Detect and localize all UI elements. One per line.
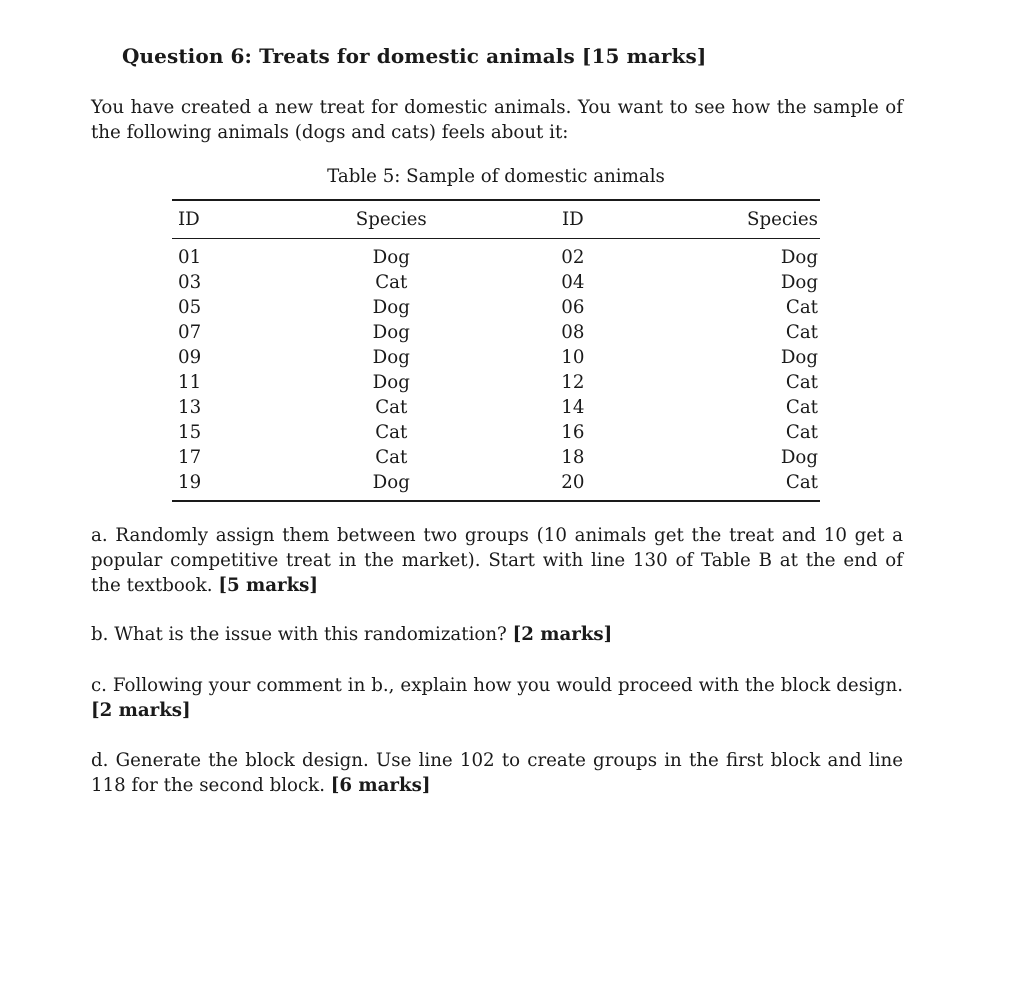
part-a [91,523,903,598]
cell-species: Cat [785,397,818,418]
cell-id: 14 [561,397,585,418]
cell-species: Dog [372,472,410,493]
cell-species: Cat [785,372,818,393]
part-b [91,622,903,647]
table-row [172,395,820,420]
header-id-1: ID [178,209,200,230]
cell-species: Dog [372,347,410,368]
table-caption: Table 5: Sample of domestic animals [327,166,665,187]
part-d [91,748,903,798]
cell-species: Dog [780,247,818,268]
cell-species: Cat [375,447,408,468]
cell-id: 02 [561,247,585,268]
table-row [172,270,820,295]
cell-species: Dog [780,447,818,468]
cell-species: Cat [785,472,818,493]
table-row [172,445,820,470]
cell-id: 16 [561,422,585,443]
table-row [172,295,820,320]
table-row [172,420,820,445]
cell-species: Dog [372,247,410,268]
cell-species: Cat [785,422,818,443]
header-id-2: ID [561,209,584,230]
cell-id: 05 [178,297,202,318]
cell-id: 06 [561,297,585,318]
part-c [91,673,903,723]
cell-id: 07 [178,322,202,343]
cell-species: Cat [375,422,408,443]
question-intro: You have created a new treat for domestic animals. You want to see how the sample of the following animals (dogs and cats) feels about it: [91,97,903,143]
cell-species: Dog [372,372,410,393]
cell-id: 10 [561,347,585,368]
cell-id: 20 [561,472,585,493]
cell-species: Dog [780,272,818,293]
part-a-text: a. Randomly assign them between two groups (10 animals get the treat and 10 get a popular competitive treat in the market). Start with line 130 of Table B at the end of the textbook. [91,525,903,596]
cell-id: 11 [178,372,202,393]
part-b-text: b. What is the issue with this randomization? [91,624,507,645]
cell-id: 18 [561,447,585,468]
part-d-marks: [6 marks] [330,775,431,796]
part-b-marks: [2 marks] [512,624,613,645]
header-species-2: Species [747,209,818,230]
cell-id: 12 [561,372,585,393]
cell-species: Cat [785,297,818,318]
header-species-1: Species [355,209,427,230]
table-row [172,320,820,345]
cell-species: Cat [785,322,818,343]
cell-id: 19 [178,472,202,493]
cell-id: 04 [561,272,585,293]
cell-species: Cat [375,272,408,293]
cell-species: Dog [780,347,818,368]
table-row [172,345,820,370]
animals-table-container [172,199,820,502]
question-title: Question 6: Treats for domestic animals [15 marks] [122,44,707,68]
part-c-text: c. Following your comment in b., explain how you would proceed with the block design. [91,675,903,696]
cell-id: 01 [178,247,202,268]
table-row [172,239,820,271]
cell-id: 03 [178,272,202,293]
cell-id: 08 [561,322,585,343]
part-a-marks: [5 marks] [218,575,319,596]
cell-id: 17 [178,447,202,468]
table-header-row [172,200,820,239]
animals-table [172,199,820,502]
table-row [172,370,820,395]
part-c-marks: [2 marks] [91,700,191,721]
part-d-text: d. Generate the block design. Use line 102 to create groups in the first block and line 118 for the second block. [91,750,903,796]
cell-species: Cat [375,397,408,418]
table-row [172,470,820,501]
cell-species: Dog [372,322,410,343]
cell-id: 13 [178,397,202,418]
cell-id: 09 [178,347,202,368]
cell-id: 15 [178,422,202,443]
cell-species: Dog [372,297,410,318]
